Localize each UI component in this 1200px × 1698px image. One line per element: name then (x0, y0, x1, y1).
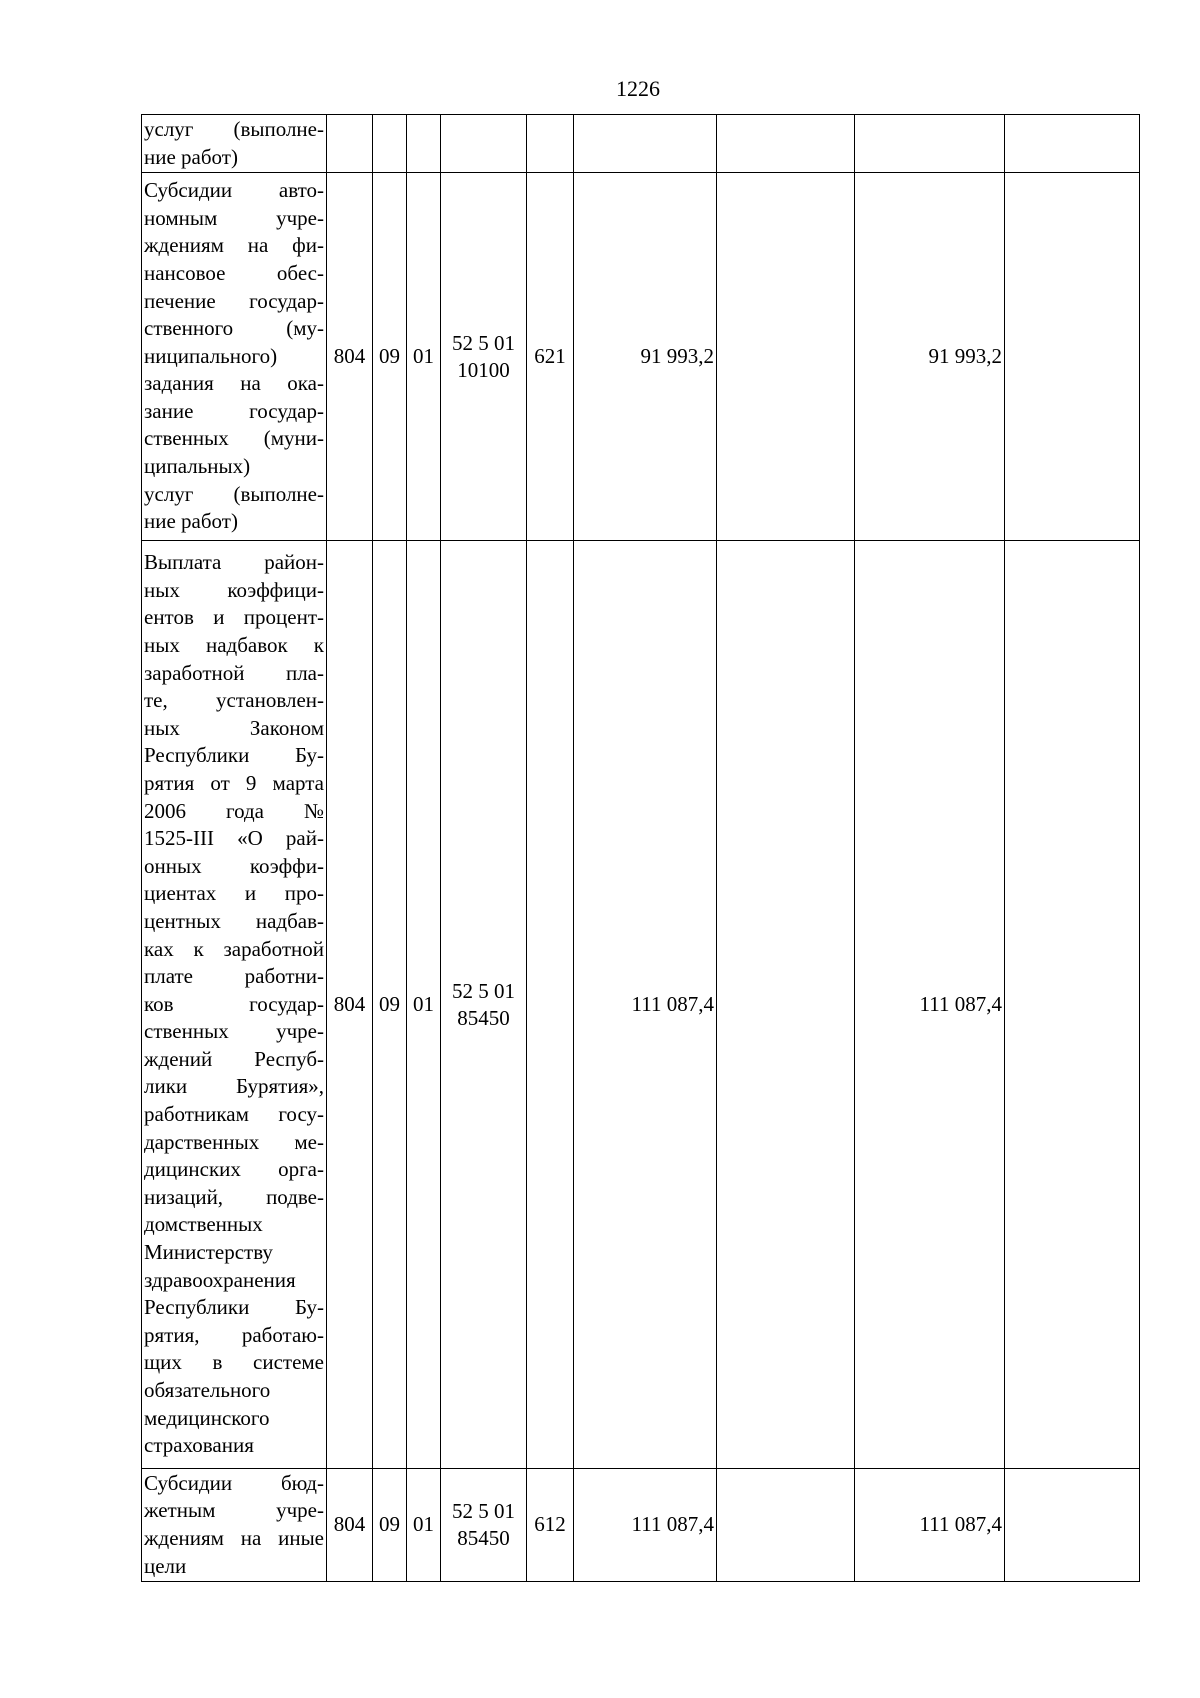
description-line: рятия, работаю- (144, 1322, 324, 1347)
target-article-part: 52 5 01 (452, 978, 515, 1003)
description-line: нансовое обес- (144, 260, 324, 285)
amount-col4 (1005, 115, 1140, 173)
amount-col2 (717, 1469, 855, 1582)
description-line: циентах и про- (144, 881, 324, 906)
expense-type-code: 621 (527, 173, 574, 541)
amount-col4 (1005, 1469, 1140, 1582)
description-line: Республики Бу- (144, 743, 324, 768)
description-line: страхования (144, 1433, 254, 1458)
description-line: ждений Респуб- (144, 1046, 324, 1071)
description-line: заработной пла- (144, 660, 324, 685)
description-line: ние работ) (144, 509, 238, 534)
description-line: ственных (муни- (144, 426, 324, 451)
amount-total: 111 087,4 (574, 541, 717, 1469)
description-line: зание государ- (144, 398, 324, 423)
description-line: медицинского (144, 1405, 270, 1430)
description-line: номным учре- (144, 205, 324, 230)
amount-col4 (1005, 173, 1140, 541)
description-line: ков государ- (144, 991, 324, 1016)
amount-total (574, 115, 717, 173)
section-code: 09 (373, 173, 407, 541)
description-line: Министерству (144, 1240, 273, 1265)
row-description (142, 173, 327, 541)
table-row (142, 173, 1140, 541)
description-line: центных надбав- (144, 908, 324, 933)
description-line: ентов и процент- (144, 605, 324, 630)
description-line: дарственных ме- (144, 1129, 324, 1154)
ministry-code: 804 (327, 1469, 373, 1582)
page-number: 1226 (616, 76, 660, 101)
description-line: ных Законом (144, 715, 324, 740)
amount-col4 (1005, 541, 1140, 1469)
description-line: услуг (выполне- (144, 481, 324, 506)
target-article-code (441, 1469, 527, 1582)
row-description (142, 1469, 327, 1582)
section-code: 09 (373, 541, 407, 1469)
expense-type-code (527, 115, 574, 173)
description-line: Субсидии бюд- (144, 1470, 324, 1495)
description-line: домственных (144, 1212, 263, 1237)
table-row (142, 541, 1140, 1469)
description-line: ние работ) (144, 144, 238, 169)
amount-total: 91 993,2 (574, 173, 717, 541)
ministry-code: 804 (327, 173, 373, 541)
amount-col3: 111 087,4 (855, 1469, 1005, 1582)
expense-type-code (527, 541, 574, 1469)
target-article-code (441, 173, 527, 541)
target-article-part: 85450 (457, 1526, 510, 1550)
target-article-code (441, 115, 527, 173)
description-line: плате работни- (144, 964, 324, 989)
amount-col2 (717, 541, 855, 1469)
target-article-part: 85450 (457, 1005, 510, 1030)
amount-col3 (855, 115, 1005, 173)
target-article-part: 52 5 01 (452, 330, 515, 355)
description-line: 1525-III «О рай- (144, 826, 324, 851)
description-line: цели (144, 1553, 187, 1578)
amount-col3: 91 993,2 (855, 173, 1005, 541)
description-line: обязательного (144, 1378, 271, 1403)
description-line: Выплата район- (144, 550, 324, 575)
description-line: ственных учре- (144, 1019, 324, 1044)
description-line: печение государ- (144, 288, 324, 313)
target-article-part: 10100 (457, 357, 510, 382)
description-line: ниципального) (144, 343, 278, 368)
subsection-code (407, 115, 441, 173)
description-line: низаций, подве- (144, 1184, 324, 1209)
description-line: Субсидии авто- (144, 178, 324, 203)
target-article-code (441, 541, 527, 1469)
description-line: ных надбавок к (144, 632, 324, 657)
description-line: щих в системе (144, 1350, 324, 1375)
description-line: ных коэффици- (144, 577, 324, 602)
description-line: здравоохранения (144, 1267, 296, 1292)
description-line: работникам госу- (144, 1102, 324, 1127)
description-line: ках к заработной (144, 936, 324, 961)
subsection-code: 01 (407, 541, 441, 1469)
amount-total: 111 087,4 (574, 1469, 717, 1582)
description-line: Республики Бу- (144, 1295, 324, 1320)
ministry-code: 804 (327, 541, 373, 1469)
description-line: задания на ока- (144, 371, 324, 396)
amount-col2 (717, 173, 855, 541)
description-line: рятия от 9 марта (144, 770, 324, 795)
description-line: онных коэффи- (144, 853, 324, 878)
amount-col3: 111 087,4 (855, 541, 1005, 1469)
description-line: дицинских орга- (144, 1157, 324, 1182)
ministry-code (327, 115, 373, 173)
amount-col2 (717, 115, 855, 173)
row-description (142, 115, 327, 173)
description-line: 2006 года № (144, 798, 324, 823)
row-description (142, 541, 327, 1469)
description-line: лики Бурятия», (144, 1074, 324, 1099)
description-line: жетным учре- (144, 1498, 324, 1523)
description-line: ципальных) (144, 454, 251, 479)
section-code (373, 115, 407, 173)
section-code: 09 (373, 1469, 407, 1582)
table-row (142, 115, 1140, 173)
description-line: ственного (му- (144, 316, 324, 341)
subsection-code: 01 (407, 1469, 441, 1582)
budget-table (141, 114, 1140, 1582)
table-row (142, 1469, 1140, 1582)
description-line: ждениям на фи- (144, 233, 324, 258)
target-article-part: 52 5 01 (452, 1499, 515, 1523)
expense-type-code: 612 (527, 1469, 574, 1582)
description-line: услуг (выполне- (144, 116, 324, 141)
description-line: ждениям на иные (144, 1526, 324, 1550)
description-line: те, установлен- (144, 688, 324, 713)
subsection-code: 01 (407, 173, 441, 541)
